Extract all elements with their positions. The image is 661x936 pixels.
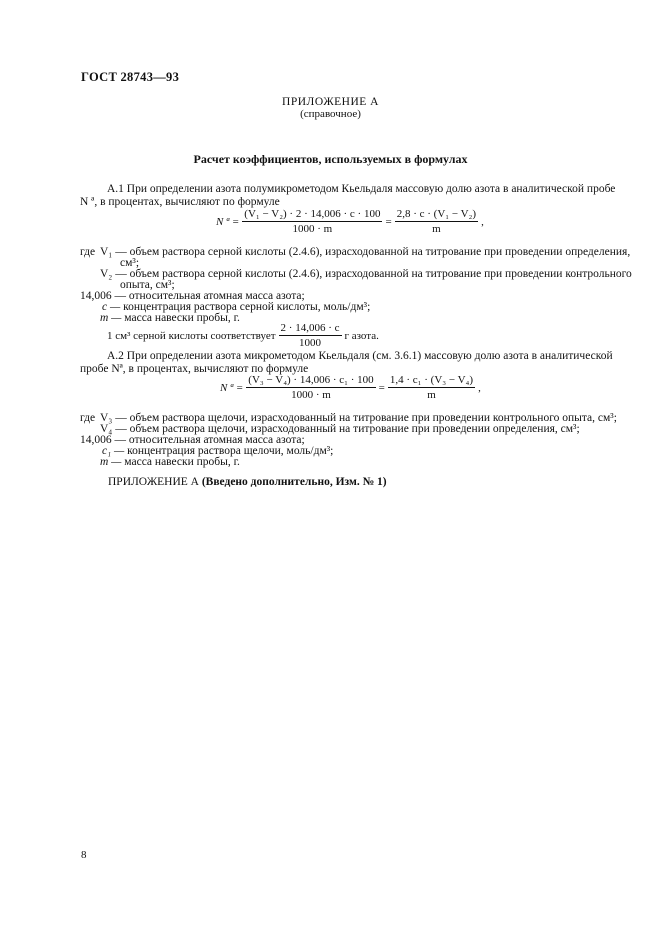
- a1-def-v2-text: объем раствора серной кислоты (2.4.6), израсходованной на титрование при проведении контрольного: [129, 268, 632, 280]
- a1-equivalence-prefix: 1 см³ серной кислоты соответствует: [107, 329, 276, 342]
- a1-def-v2-cont: опыта, см³;: [120, 279, 175, 291]
- a1-def-c-text: концентрация раствора серной кислоты, моль/дм³;: [123, 301, 371, 313]
- a1-equivalence-suffix: г азота.: [344, 329, 379, 342]
- a1-def-v2: [100, 268, 632, 280]
- a1-fraction-2: [395, 208, 478, 235]
- a2-where: где: [80, 412, 96, 424]
- a1-def-v1: [100, 246, 630, 258]
- a1-formula-lhs: N ª =: [216, 215, 240, 228]
- a1-para-line2: N ª, в процентах, вычисляют по формуле: [80, 196, 280, 208]
- a2-formula-lhs: N ª =: [220, 381, 244, 394]
- a2-fraction-1-denominator: 1000 · m: [291, 389, 331, 401]
- a2-comma: ,: [478, 381, 481, 394]
- a2-def-m-label: m —: [100, 456, 122, 468]
- amendment-note-text: (Введено дополнительно, Изм. № 1): [201, 476, 387, 488]
- a2-def-v3-text: объем раствора щелочи, израсходованный на титрование при проведении контрольного опыта, см³;: [129, 412, 617, 424]
- a2-def-m: [100, 456, 240, 468]
- a2-def-c1-label: c₁ —: [102, 445, 125, 457]
- a2-def-v4-label: V₄ —: [100, 423, 127, 435]
- a2-fraction-2: [388, 374, 475, 401]
- a2-formula: [220, 374, 481, 401]
- a1-equivalence: [107, 322, 379, 349]
- a2-para-line2: пробе Nª, в процентах, вычисляют по формуле: [80, 363, 309, 375]
- amendment-note: [108, 476, 387, 488]
- a1-fraction-1-denominator: 1000 · m: [292, 223, 333, 235]
- a2-def-v3-label: V₃ —: [100, 412, 127, 424]
- appendix-title: ПРИЛОЖЕНИЕ А: [282, 96, 379, 108]
- a1-equals: =: [385, 215, 392, 228]
- a2-para-line1: А.2 При определении азота микрометодом Кьельдаля (см. 3.6.1) массовую долю азота в аналитической: [107, 350, 613, 362]
- a1-equivalence-numerator: 2 · 14,006 · c: [280, 322, 340, 334]
- a1-def-c-label: c —: [102, 301, 121, 313]
- document-header: ГОСТ 28743—93: [81, 70, 180, 84]
- a1-fraction-2-denominator: m: [432, 223, 441, 235]
- a1-equivalence-fraction: [279, 322, 342, 349]
- page-number: 8: [81, 849, 87, 861]
- amendment-note-appendix: ПРИЛОЖЕНИЕ А: [108, 476, 199, 488]
- a1-formula: [216, 208, 484, 235]
- a2-def-atomic-label: 14,006 —: [80, 434, 126, 446]
- a1-fraction-2-numerator: 2,8 · c · (V₁ − V₂): [396, 208, 477, 220]
- a1-def-v1-label: V₁ —: [100, 246, 127, 258]
- a2-def-atomic-text: относительная атомная масса азота;: [128, 434, 305, 446]
- a1-fraction-1-numerator: (V₁ − V₂) · 2 · 14,006 · c · 100: [244, 208, 381, 220]
- a1-where: где: [80, 246, 96, 258]
- a2-fraction-2-denominator: m: [427, 389, 436, 401]
- a2-equals: =: [378, 381, 385, 394]
- section-title: Расчет коэффициентов, используемых в формулах: [193, 152, 468, 166]
- a1-def-m-text: масса навески пробы, г.: [124, 312, 240, 324]
- a2-def-v4-text: объем раствора щелочи, израсходованный на титрование при проведении определения, см³;: [129, 423, 580, 435]
- a2-fraction-1-numerator: (V₃ − V₄) · 14,006 · c₁ · 100: [248, 374, 374, 386]
- a2-fraction-2-numerator: 1,4 · c₁ · (V₃ − V₄): [389, 374, 474, 386]
- a1-def-atomic-text: относительная атомная масса азота;: [128, 290, 305, 302]
- a2-def-c1-text: концентрация раствора щелочи, моль/дм³;: [127, 445, 334, 457]
- a2-def-m-text: масса навески пробы, г.: [124, 456, 240, 468]
- a1-def-atomic-label: 14,006 —: [80, 290, 126, 302]
- a1-def-v2-label: V₂ —: [100, 268, 127, 280]
- a1-def-m-label: m —: [100, 312, 122, 324]
- a1-comma: ,: [481, 215, 484, 228]
- a2-fraction-1: [246, 374, 375, 401]
- a1-fraction-1: [242, 208, 382, 235]
- a1-para-line1: А.1 При определении азота полумикрометодом Кьельдаля массовую долю азота в аналитической пробе: [107, 183, 616, 195]
- a1-equivalence-denominator: 1000: [299, 337, 322, 349]
- a1-def-v1-text: объем раствора серной кислоты (2.4.6), израсходованной на титрование при проведении определения,: [129, 246, 631, 258]
- a1-def-v1-cont: см³;: [120, 257, 140, 269]
- appendix-subtitle: (справочное): [300, 108, 361, 120]
